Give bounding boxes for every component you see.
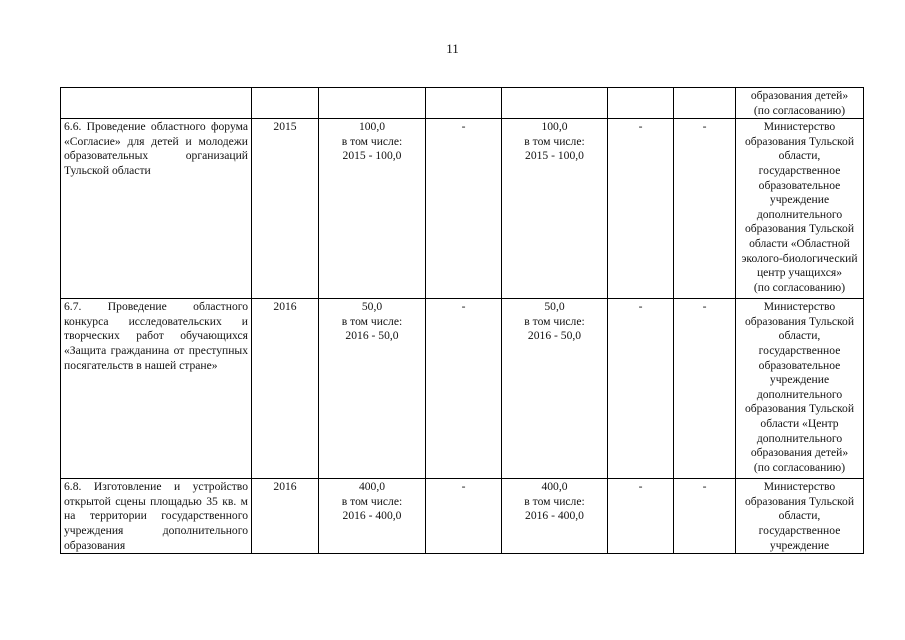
responsible-line: Министерство xyxy=(763,480,836,494)
cell-col6: - xyxy=(608,119,674,299)
cell-col6: - xyxy=(608,299,674,479)
cell-event: 6.8. Изготовление и устройство открытой сцены площадью 35 кв. м на территории государственного учреждения дополнительного образования xyxy=(61,479,252,554)
responsible-line: центр учащихся» xyxy=(756,266,843,280)
responsible-line: области «Центр xyxy=(760,416,839,430)
cell-responsible xyxy=(736,299,864,479)
amount-line: 400,0 xyxy=(358,480,386,494)
responsible-line: эколого-биологический xyxy=(741,251,858,265)
cell-col4: - xyxy=(426,119,502,299)
responsible-line: области «Областной xyxy=(749,236,850,250)
amount-line: в том числе: xyxy=(341,314,403,328)
responsible-line: области, xyxy=(778,329,821,343)
cell-total xyxy=(319,88,426,119)
amount-line: 2015 - 100,0 xyxy=(525,149,584,163)
responsible-line: государственное xyxy=(758,523,841,537)
page-number: 11 xyxy=(446,41,459,56)
responsible-line: Министерство xyxy=(763,300,836,314)
responsible-line: дополнительного xyxy=(756,431,843,445)
cell-col6 xyxy=(608,88,674,119)
responsible-line: Министерство xyxy=(763,120,836,134)
responsible-line: образовательное xyxy=(758,358,841,372)
responsible-line: государственное xyxy=(758,163,841,177)
amount-line: в том числе: xyxy=(341,494,403,508)
amount-line: 400,0 xyxy=(541,480,568,494)
responsible-line: образования детей» xyxy=(750,89,849,102)
cell-total xyxy=(319,299,426,479)
cell-col4: - xyxy=(426,299,502,479)
cell-col6: - xyxy=(608,479,674,554)
cell-col5 xyxy=(502,479,608,554)
amount-line: 50,0 xyxy=(544,300,565,314)
responsible-line: государственное xyxy=(758,343,841,357)
cell-year: 2016 xyxy=(252,479,319,554)
cell-total xyxy=(319,479,426,554)
cell-col7: - xyxy=(674,299,736,479)
cell-col7 xyxy=(674,88,736,119)
responsible-line: (по согласованию) xyxy=(753,103,846,117)
cell-col5 xyxy=(502,119,608,299)
responsible-line: образования Тульской xyxy=(744,402,855,416)
responsible-line: учреждение xyxy=(769,373,830,387)
responsible-line: образования детей» xyxy=(750,446,849,460)
responsible-line: (по согласованию) xyxy=(753,460,846,474)
amount-line: в том числе: xyxy=(524,494,585,508)
cell-event xyxy=(61,88,252,119)
cell-event: 6.7. Проведение областного конкурса исследовательских и творческих работ обучающихся «Защита гражданина от преступных посягательств в нашей стране» xyxy=(61,299,252,479)
amount-line: 2016 - 50,0 xyxy=(527,329,582,343)
amount-line: 100,0 xyxy=(358,120,386,134)
cell-responsible xyxy=(736,88,864,119)
cell-col4 xyxy=(426,88,502,119)
table-row xyxy=(61,299,864,479)
responsible-line: образования Тульской xyxy=(744,494,855,508)
cell-col7: - xyxy=(674,119,736,299)
cell-col5 xyxy=(502,299,608,479)
cell-col4: - xyxy=(426,479,502,554)
cell-col5 xyxy=(502,88,608,119)
amount-line: в том числе: xyxy=(524,314,585,328)
cell-col7: - xyxy=(674,479,736,554)
cell-responsible xyxy=(736,479,864,554)
responsible-line: учреждение xyxy=(769,193,830,207)
program-events-table xyxy=(60,87,864,554)
responsible-line: образовательное xyxy=(758,178,841,192)
amount-line: 50,0 xyxy=(361,300,383,314)
cell-year xyxy=(252,88,319,119)
amount-line: в том числе: xyxy=(341,134,403,148)
responsible-line: образования Тульской xyxy=(744,134,855,148)
cell-responsible xyxy=(736,119,864,299)
amount-line: 2016 - 400,0 xyxy=(525,509,584,523)
cell-year: 2016 xyxy=(252,299,319,479)
cell-total xyxy=(319,119,426,299)
table-row xyxy=(61,119,864,299)
responsible-line: (по согласованию) xyxy=(753,280,846,294)
responsible-line: области, xyxy=(778,149,821,163)
responsible-line: дополнительного xyxy=(756,387,843,401)
amount-line: 100,0 xyxy=(541,120,568,134)
cell-event: 6.6. Проведение областного форума «Согласие» для детей и молодежи образовательных организаций Тульской области xyxy=(61,119,252,299)
responsible-line: образования Тульской xyxy=(744,314,855,328)
cell-year: 2015 xyxy=(252,119,319,299)
responsible-line: учреждение xyxy=(769,538,830,552)
table-row xyxy=(61,88,864,119)
responsible-line: области, xyxy=(778,509,821,523)
amount-line: в том числе: xyxy=(524,134,585,148)
responsible-line: дополнительного xyxy=(756,207,843,221)
amount-line: 2016 - 400,0 xyxy=(342,509,402,523)
responsible-line: образования Тульской xyxy=(744,222,855,236)
table-row xyxy=(61,479,864,554)
amount-line: 2016 - 50,0 xyxy=(345,329,399,343)
amount-line: 2015 - 100,0 xyxy=(342,149,402,163)
